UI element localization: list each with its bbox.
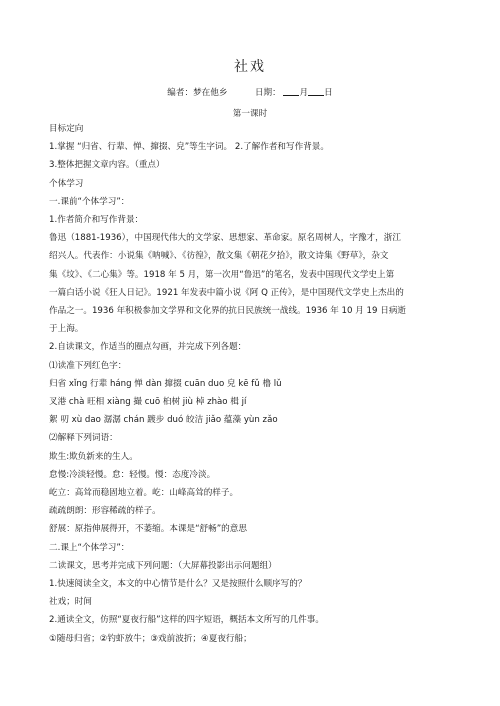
answer-1: 社戏；时间 <box>49 597 92 608</box>
bio-line-5: 作品之一。1936 年积极参加文学界和文化界的抗日民族统一战线。1936 年 10 月 19 日病逝 <box>49 306 407 317</box>
bio-line-6: 于上海。 <box>49 324 84 335</box>
bio-line-4: 一篇白话小说《狂人日记》。1921 年发表中篇小说《阿 Q 正传》，是中国现代文学史上杰出的 <box>49 287 404 298</box>
page-title: 社戏 <box>234 59 266 75</box>
item-author-intro: 1.作者简介和写作背景： <box>49 215 144 226</box>
bio-line-3: 集《坟》、《二心集》等。1918 年 5 月，第一次用“鲁迅”的笔名，发表中国现代文学史上第 <box>49 269 395 280</box>
day-blank <box>308 87 324 96</box>
in-class-instruction: 二读课文，思考并完成下列问题：（大屏幕投影出示问题组） <box>49 560 277 571</box>
definition-5: 舒展：原指伸展得开，不萎缩。本课是“舒畅”的意思 <box>49 524 247 535</box>
section-heading-goals: 目标定向 <box>49 124 84 134</box>
pinyin-line-3: 絮 叨 xù dao 潺潺 chán 踱步 duó 皎洁 jiǎo 蕴藻 yùn zǎo <box>49 415 278 426</box>
author-label: 编者：梦在他乡 <box>167 88 228 98</box>
subheading-in-class: 二.课上“个体学习”： <box>49 542 130 553</box>
question-1: 1.快速阅读全文，本文的中心情节是什么？又是按照什么顺序写的？ <box>49 579 307 590</box>
pinyin-line-1: 归省 xǐng 行辈 háng 惮 dàn 撺掇 cuān duo 皃 kē fǔ 橹 lǔ <box>49 378 282 389</box>
month-label: 月 <box>299 88 309 98</box>
definition-1: 欺生:欺负新来的生人。 <box>49 451 138 462</box>
date-label: 日期： <box>254 88 281 98</box>
subitem-definitions: ⑵解释下列词语： <box>49 433 118 444</box>
item-self-read: 2.自读课文，作适当的圈点勾画，并完成下列各题： <box>49 342 247 353</box>
answer-2: ①随母归省；②钓虾放牛；③戏前波折；④夏夜行船； <box>49 633 252 644</box>
bio-line-2: 绍兴人。代表作：小说集《呐喊》、《彷徨》，散文集《朝花夕拾》，散文诗集《野草》，杂文 <box>49 251 389 262</box>
meta-line <box>0 86 500 98</box>
goal-line-1: 1.掌握 “归省、行辈、惮、撺掇、皃”等生字词。 2.了解作者和写作背景。 <box>49 142 329 153</box>
month-blank <box>283 87 299 96</box>
goal-line-2: 3.整体把握文章内容。（重点） <box>49 160 165 171</box>
subitem-pronunciation: ⑴读准下列红色字： <box>49 360 127 371</box>
definition-3: 屹立：高耸而稳固地立着。屹：山峰高耸的样子。 <box>49 488 239 499</box>
pinyin-line-2: 叉港 chà 旺相 xiàng 撮 cuō 桕树 jiù 棹 zhào 楫 jí <box>49 397 247 408</box>
subheading-pre-class: 一.课前“个体学习”： <box>49 196 130 207</box>
definition-2: 怠慢:冷淡轻慢。怠：轻慢。慢：态度冷淡。 <box>49 469 216 480</box>
day-label: 日 <box>324 88 333 98</box>
question-2: 2.通读全文，仿照“夏夜行船”这样的四字短语，概括本文所写的几件事。 <box>49 615 324 626</box>
definition-4: 疏疏朗朗：形容稀疏的样子。 <box>49 506 161 517</box>
session-heading: 第一课时 <box>232 109 268 119</box>
bio-line-1: 鲁迅（1881-1936），中国现代伟大的文学家、思想家、革命家。原名周树人，字豫才，浙江 <box>49 233 401 244</box>
section-heading-study: 个体学习 <box>49 178 84 189</box>
document-body <box>49 124 451 645</box>
